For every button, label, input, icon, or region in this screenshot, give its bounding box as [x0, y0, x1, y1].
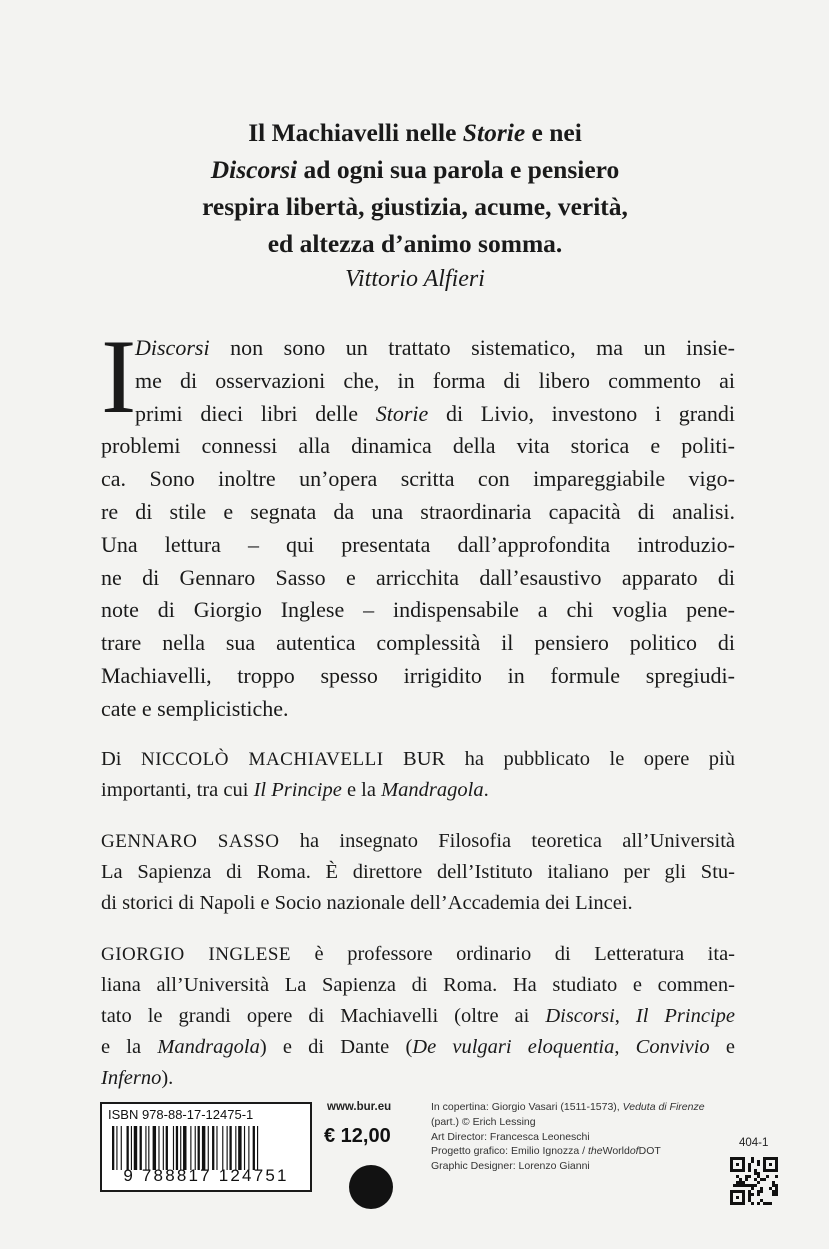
isbn-number: ISBN 978-88-17-12475-1 — [108, 1107, 254, 1122]
publisher-website: www.bur.eu — [327, 1101, 392, 1113]
blurb-line: cate e semplicistiche. — [101, 695, 289, 721]
cover-credits: In copertina: Giorgio Vasari (1511-1573), Veduta di Firenze (part.) © Erich Lessing Art Director: Francesca Leoneschi Progetto grafico: Emilio Ignozza / theWorldofDOT Graphic Designer: Lorenzo Gianni — [431, 1101, 705, 1173]
blurb-line: Una lettura – qui presentata dall’approfondita introduzio- — [101, 531, 735, 557]
blurb-line: ne di Gennaro Sasso e arricchita dall’esaustivo apparato di — [101, 564, 735, 590]
quote-line: Il Machiavelli nelle Storie e nei — [248, 118, 582, 147]
blurb-line: Machiavelli, troppo spesso irrigidito in formule spregiudi- — [101, 662, 735, 688]
epigraph-quote — [120, 114, 710, 297]
blurb-line: problemi connessi alla dinamica della vita storica e politi- — [101, 433, 735, 459]
publisher-logo-dot — [349, 1165, 393, 1209]
blurb-line: re di stile e segnata da una straordinaria capacità di analisi. — [101, 498, 735, 524]
blurb-line: Discorsi non sono un trattato sistematico, ma un insie- — [135, 335, 735, 360]
blurb-line: ca. Sono inoltre un’opera scritta con impareggiabile vigo- — [101, 466, 735, 492]
blurb-line: note di Giorgio Inglese – indispensabile a chi voglia pene- — [101, 597, 735, 623]
bio-sasso: GENNARO SASSO ha insegnato Filosofia teoretica all’Università La Sapienza di Roma. È direttore dell’Istituto italiano per gli Stu- di storici di Napoli e Socio nazionale dell’Accademia dei Lincei. — [101, 830, 735, 914]
quote-line: ed altezza d’animo somma. — [267, 229, 563, 258]
blurb-line: me di osservazioni che, in forma di libero commento ai — [135, 367, 735, 393]
author-bios — [101, 744, 735, 1114]
catalog-code: 404-1 — [739, 1137, 769, 1149]
book-blurb — [101, 318, 735, 726]
quote-line: respira libertà, giustizia, acume, verità, — [202, 192, 628, 221]
qr-code-icon — [730, 1157, 778, 1205]
bio-inglese: GIORGIO INGLESE è professore ordinario di Letteratura ita- liana all’Università La Sapienza di Roma. Ha studiato e commen- tato le grandi opere di Machiavelli (oltre ai Discorsi, Il Principe e la Mandragola) e di Dante (De vulgari eloquentia, Convivio e Inferno). — [101, 943, 736, 1089]
blurb-line: trare nella sua autentica complessità il pensiero politico di — [101, 630, 735, 656]
quote-line: Discorsi ad ogni sua parola e pensiero — [210, 155, 620, 184]
isbn-barcode — [100, 1102, 312, 1192]
barcode-digits: 9 788817 124751 — [123, 1166, 289, 1185]
quote-author: Vittorio Alfieri — [345, 266, 485, 292]
drop-cap: I — [101, 318, 137, 435]
blurb-line: primi dieci libri delle Storie di Livio, investono i grandi — [135, 400, 735, 426]
price-label: € 12,00 — [324, 1125, 391, 1147]
barcode-bars — [112, 1126, 302, 1170]
bio-machiavelli: Di NICCOLÒ MACHIAVELLI BUR ha pubblicato le opere più importanti, tra cui Il Principe e la Mandragola. — [101, 748, 735, 801]
